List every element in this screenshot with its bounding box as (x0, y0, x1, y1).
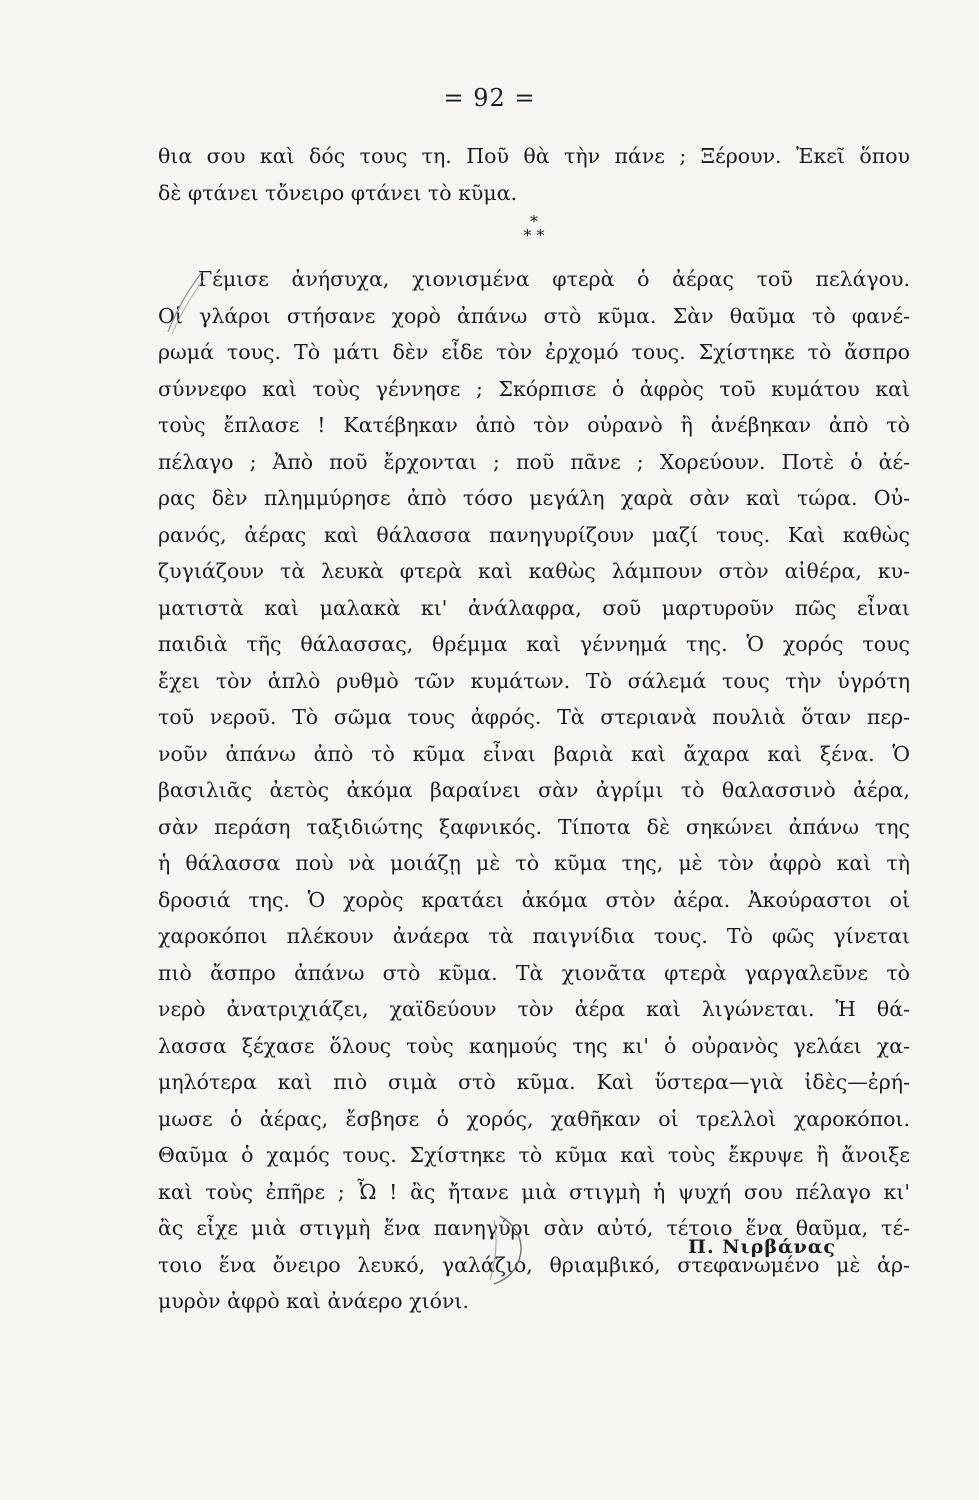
text-line: νοῦν ἀπάνω ἀπὸ τὸ κῦμα εἶναι βαριὰ καὶ ἄχαρα καὶ ξένα. Ὁ (158, 741, 910, 766)
text-line: βασιλιᾶς ἀετὸς ἀκόμα βαραίνει σὰν ἀγρίμι τὸ θαλασσινὸ ἀέρα, (158, 778, 910, 802)
text-line: θια σου καὶ δός τους τη. Ποῦ θὰ τὴν πάνε ; Ξέρουν. Ἐκεῖ ὅπου (158, 144, 910, 168)
text-line: ἔχει τὸν ἁπλὸ ρυθμὸ τῶν κυμάτων. Τὸ σάλεμά τους τὴν ὑγρότη (158, 668, 910, 693)
text-line: ἡ θάλασσα ποὺ νὰ μοιάζῃ μὲ τὸ κῦμα της, μὲ τὸν ἀφρὸ καὶ τὴ (158, 851, 910, 875)
text-line: μωσε ὁ ἀέρας, ἔσβησε ὁ χορός, χαθῆκαν οἱ τρελλοὶ χαροκόποι. (158, 1106, 910, 1131)
article-body (158, 138, 910, 1320)
text-line: ζυγιάζουν τὰ λευκὰ φτερὰ καὶ καθὼς λάμπουν στὸν αἰθέρα, κυ- (158, 559, 910, 583)
text-line: ρας δὲν πλημμύρησε ἀπὸ τόσο μεγάλη χαρὰ σὰν καὶ τώρα. Οὐ- (158, 486, 910, 510)
author-signature: Π. Νιρβάνας (688, 1236, 836, 1258)
text-line: ἂς εἶχε μιὰ στιγμὴ ἕνα πανηγύρι σὰν αὐτό, τέτοιο ἕνα θαῦμα, τέ- (158, 1216, 910, 1240)
text-line: τοιο ἕνα ὄνειρο λευκό, γαλάζιο, θριαμβικό, στεφανωμένο μὲ ἁρ- (158, 1252, 910, 1277)
text-line: χαροκόποι πλέκουν ἀνάερα τὰ παιγνίδια τους. Τὸ φῶς γίνεται (158, 924, 910, 948)
text-line: μυρὸν ἀφρὸ καὶ ἀνάερο χιόνι. (158, 1289, 469, 1313)
text-line: μηλότερα καὶ πιὸ σιμὰ στὸ κῦμα. Καὶ ὕστερα—γιὰ ἰδὲς—ἐρή- (158, 1070, 910, 1094)
text-line: Οἱ γλάροι στήσανε χορὸ ἀπάνω στὸ κῦμα. Σὰν θαῦμα τὸ φανέ- (158, 303, 910, 328)
text-line: τοὺς ἔπλασε ! Κατέβηκαν ἀπὸ τὸν οὐρανὸ ἢ ἀνέβηκαν ἀπὸ τὸ (158, 413, 910, 437)
text-line: λασσα ξέχασε ὅλους τοὺς καημούς της κι' ὁ οὐρανὸς γελάει χα- (158, 1033, 910, 1058)
text-line: Θαῦμα ὁ χαμός τους. Σχίστηκε τὸ κῦμα καὶ τοὺς ἔκρυψε ἢ ἄνοιξε (158, 1143, 910, 1167)
text-line: πέλαγο ; Ἀπὸ ποῦ ἔρχονται ; ποῦ πᾶνε ; Χορεύουν. Ποτὲ ὁ ἀέ- (158, 449, 910, 474)
text-line: ρωμά τους. Τὸ μάτι δὲν εἶδε τὸν ἐρχομό τους. Σχίστηκε τὸ ἄσπρο (158, 340, 910, 364)
paragraph-continuation (158, 138, 910, 211)
text-line: σὰν περάση ταξιδιώτης ξαφνικός. Τίποτα δὲ σηκώνει ἀπάνω της (158, 814, 910, 839)
text-line: τοῦ νεροῦ. Τὸ σῶμα τους ἀφρός. Τὰ στεριανὰ πουλιὰ ὅταν περ- (158, 705, 910, 729)
text-line: δὲ φτάνει τὄνειρο φτάνει τὸ κῦμα. (158, 180, 518, 205)
text-line: νερὸ ἀνατριχιάζει, χαϊδεύουν τὸν ἀέρα καὶ λιγώνεται. Ἡ θά- (158, 997, 910, 1021)
text-line: παιδιὰ τῆς θάλασσας, θρέμμα καὶ γέννημά της. Ὁ χορός τους (158, 632, 910, 656)
text-line: Γέμισε ἀνήσυχα, χιονισμένα φτερὰ ὁ ἀέρας τοῦ πελάγου. (198, 267, 910, 291)
text-line: ματιστὰ καὶ μαλακὰ κι' ἀνάλαφρα, σοῦ μαρτυροῦν πῶς εἶναι (158, 595, 910, 620)
page-number: = 92 = (443, 84, 536, 112)
text-line: ρανός, ἀέρας καὶ θάλασσα πανηγυρίζουν μαζί τους. Καὶ καθὼς (158, 522, 910, 547)
section-asterism (158, 211, 910, 261)
text-line: σύννεφο καὶ τοὺς γέννησε ; Σκόρπισε ὁ ἀφρὸς τοῦ κυμάτου καὶ (158, 376, 910, 401)
text-line: δροσιά της. Ὁ χορὸς κρατάει ἀκόμα στὸν ἀέρα. Ἀκούραστοι οἱ (158, 887, 910, 912)
paragraph-seagulls (158, 261, 910, 1320)
text-line: πιὸ ἄσπρο ἀπάνω στὸ κῦμα. Τὰ χιονᾶτα φτερὰ γαργαλεῦνε τὸ (158, 960, 910, 985)
asterism-stars: * * * (523, 212, 545, 245)
text-line: καὶ τοὺς ἐπῆρε ; Ὦ ! ἂς ἤτανε μιὰ στιγμὴ ἡ ψυχή σου πέλαγο κι' (158, 1179, 910, 1204)
